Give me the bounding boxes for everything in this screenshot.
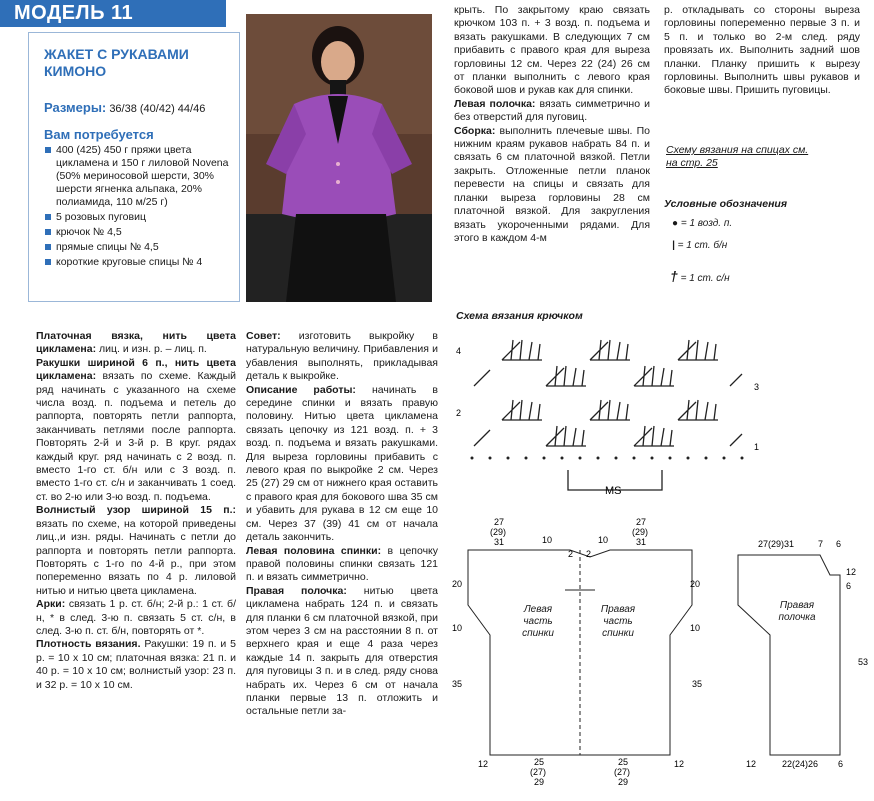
svg-text:(29): (29) <box>490 527 507 537</box>
single-crochet-icon: | <box>672 240 675 251</box>
scheme-row-label: 1 <box>754 442 760 452</box>
svg-text:2: 2 <box>586 549 592 559</box>
svg-text:2: 2 <box>568 549 574 559</box>
legend-title: Условные обозначения <box>664 198 788 210</box>
svg-text:27: 27 <box>636 517 647 527</box>
svg-text:27(29)31: 27(29)31 <box>758 539 795 549</box>
materials-item: крючок № 4,5 <box>44 226 234 239</box>
svg-text:20: 20 <box>690 579 701 589</box>
svg-text:35: 35 <box>452 679 463 689</box>
svg-text:12: 12 <box>846 567 857 577</box>
svg-text:(27): (27) <box>530 767 547 777</box>
svg-text:6: 6 <box>838 759 844 769</box>
svg-text:7: 7 <box>818 539 824 549</box>
double-crochet-icon: † <box>670 268 678 284</box>
legend-item-dc: † = 1 ст. с/н <box>670 268 730 284</box>
left-back-label: Левая часть спинки <box>522 604 554 639</box>
svg-text:(27): (27) <box>614 767 631 777</box>
svg-text:10: 10 <box>452 623 463 633</box>
svg-text:31: 31 <box>494 537 505 547</box>
knitting-scheme-link[interactable]: Схему вязания на спицах см. на стр. 25 <box>666 144 809 169</box>
svg-text:29: 29 <box>618 777 629 787</box>
svg-text:20: 20 <box>452 579 463 589</box>
instructions-column-2: Совет: изготовить выкройку в натуральную величину. Прибавления и убавления выполнять, прикладывая деталь к выкройке. Описание работы: начинать в середине спинки и вязать правую половину. Нитью цвета цикламена связать цепочку из 121 возд. п. + 3 возд. п. подъема и вязать ракушками. Для выреза горловины прибавить с левого края по выкройке 2 см. Через 25 (27) 29 см от нижнего края оставить с правого края для бокового шва 35 см и убавить для рукава в 12 см еще 10 см. Через 37 (39) 41 см от начала деталь закончить. Левая половина спинки: в цепочку правой половины спинки связать 121 п. и вязать симметрично. Правая полочка: нитью цвета цикламена набрать 124 п. и связать для планки 6 см платочной вязкой, при этом через 3 см на расстоянии 8 п. от верхнего края и еще 4 раза через каждые 14 п. закрыть для отверстия для пуговицы 3 п. и в след. ряду снова набрать их. Через 6 см от начала планки первые 13 п. отложить и остальные петли за- <box>246 330 439 718</box>
sizes-label: Размеры: <box>44 100 107 115</box>
crochet-chart <box>450 330 780 500</box>
materials-item: короткие круговые спицы № 4 <box>44 256 234 269</box>
scheme-row-label: 3 <box>754 382 760 392</box>
right-back-label: Правая часть спинки <box>600 604 636 639</box>
materials-list <box>44 144 234 271</box>
svg-text:(29): (29) <box>632 527 649 537</box>
svg-text:6: 6 <box>846 581 852 591</box>
front-pattern-diagram <box>730 515 870 800</box>
svg-text:10: 10 <box>542 535 553 545</box>
legend-item-chain: ● = 1 возд. п. <box>672 218 733 229</box>
instructions-column-3: крыть. По закрытому краю связать крючком 103 п. + 3 возд. п. подъема и вязать ракушками. В следующих 7 см прибавить с правого края для выреза горловины 12 см. Через 22 (24) 26 см от планки выполнить с левого края боковой шов и рукав как для спинки. Левая полочка: вязать симметрично и без отверстий для пуговиц. Сборка: выполнить плечевые швы. По нижним краям рукавов набрать 84 п. и связать 6 см платочной вязкой. Петли закрыть. Отложенные петли планок перевести на спицы и связать для планки выреза горловины 28 см платочной вязкой. Для закругления вязать укороченными рядами. Для этого в каждом 4-м <box>454 4 650 244</box>
svg-text:12: 12 <box>478 759 489 769</box>
materials-item: прямые спицы № 4,5 <box>44 241 234 254</box>
back-pattern-diagram <box>450 515 710 800</box>
model-photo-illustration <box>246 14 432 302</box>
svg-text:27: 27 <box>494 517 505 527</box>
model-photo <box>246 14 432 302</box>
svg-text:35: 35 <box>692 679 703 689</box>
materials-item: 400 (425) 450 г пряжи цвета цикламена и 150 г лиловой Novena (50% мериносовой шерсти, 30% шерсти ягненка альпака, 20% полиамида, 110 м/25 г) <box>44 144 234 209</box>
scheme-title: Схема вязания крючком <box>456 310 583 322</box>
jacket-title: ЖАКЕТ С РУКАВАМИ КИМОНО <box>44 46 189 79</box>
svg-text:12: 12 <box>746 759 757 769</box>
svg-text:53: 53 <box>858 657 869 667</box>
svg-text:29: 29 <box>534 777 545 787</box>
svg-text:25: 25 <box>618 757 629 767</box>
svg-text:12: 12 <box>674 759 685 769</box>
legend-item-sc: | = 1 ст. б/н <box>672 240 728 251</box>
scheme-row-label: 4 <box>456 346 462 356</box>
svg-text:31: 31 <box>636 537 647 547</box>
materials-item: 5 розовых пуговиц <box>44 211 234 224</box>
svg-text:10: 10 <box>598 535 609 545</box>
sizes <box>44 100 205 115</box>
model-banner: МОДЕЛЬ 11 <box>0 0 226 27</box>
front-label: Правая полочка <box>778 600 816 623</box>
chain-stitch-icon: ● <box>672 218 679 229</box>
sizes-value: 36/38 (40/42) 44/46 <box>109 103 206 115</box>
need-title: Вам потребуется <box>44 127 154 142</box>
svg-text:25: 25 <box>534 757 545 767</box>
instructions-column-4: р. откладывать со стороны выреза горловины попеременно первые 3 п. и 5 п. и только во 2-м след. ряду провязать их. Выполнить задний шов планки. Планку пришить к вырезу горловины. Выполнить швы рукавов и боковые швы. Пришить пуговицы. <box>664 4 860 97</box>
svg-text:10: 10 <box>690 623 701 633</box>
svg-text:22(24)26: 22(24)26 <box>782 759 819 769</box>
ms-label: MS <box>605 485 622 497</box>
svg-text:6: 6 <box>836 539 842 549</box>
instructions-column-1: Платочная вязка, нить цвета цикламена: лиц. и изн. р. – лиц. п. Ракушки шириной 6 п., нить цвета цикламена: вязать по схеме. Каждый ряд начинать с указанного на схеме числа возд. п. подъема и петель до раппорта, повторять петли раппорта, заканчивать петлями после раппорта. Повторять 2-й и 3-й р. В круг. рядах каждый круг. ряд начинать с 2 возд. п. вместо 1-го ст. б/н или с 3 возд. п. вместо 1-го ст. с/н и заканчивать 1 соед. ст. во 2-ю или 3-ю возд. п. подъема. Волнистый узор шириной 15 п.: вязать по схеме, на которой приведены лиц.,и изн. ряды. Начинать с петли до раппорта и повторять петли раппорта. Повторять с 1-го по 4-й р., при этом попеременно вязать по 4 р. лиловой нитью и нитью цвета цикламена. Арки: связать 1 р. ст. б/н; 2-й р.: 1 ст. б/н, * в след. 3-ю п. связать 5 ст. с/н, в след. 3-ю п. ст. б/н, повторять от *. Плотность вязания. Ракушки: 19 п. и 5 р. = 10 х 10 см; платочная вязка: 21 п. и 40 р. = 10 х 10 см; волнистый узор: 23 п. и 32 р. = 10 х 10 см. <box>36 330 236 691</box>
scheme-row-label: 2 <box>456 408 462 418</box>
